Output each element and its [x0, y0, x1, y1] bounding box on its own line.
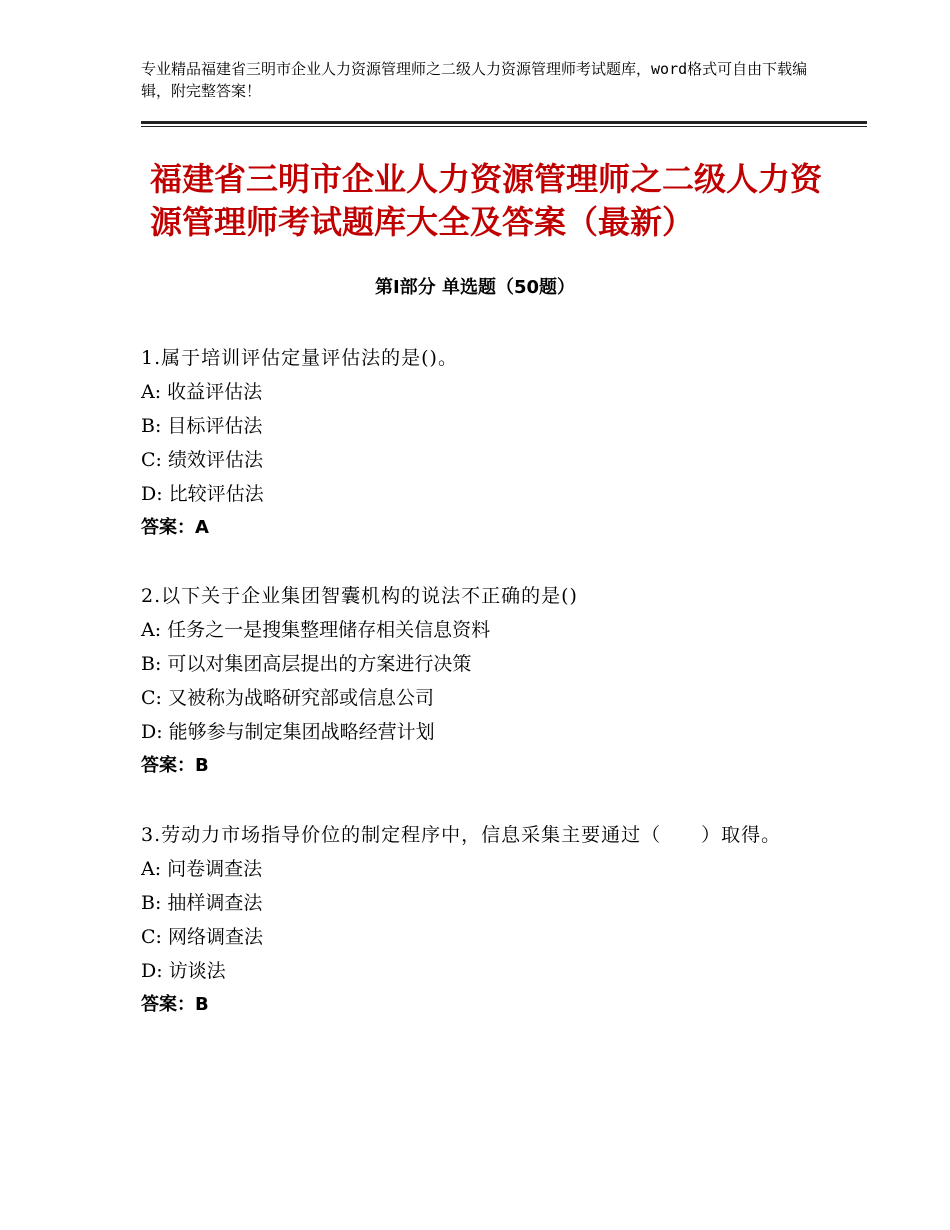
option-b: B: 抽样调查法 — [141, 892, 263, 914]
option-b: B: 目标评估法 — [141, 415, 263, 437]
option-c: C: 网络调查法 — [141, 926, 263, 948]
option-c: C: 又被称为战略研究部或信息公司 — [141, 687, 434, 709]
question-stem: 1.属于培训评估定量评估法的是()。 — [141, 347, 458, 369]
question-2 — [141, 579, 821, 783]
header-rule-thin — [141, 126, 867, 127]
option-c: C: 绩效评估法 — [141, 449, 263, 471]
option-a: A: 收益评估法 — [141, 381, 263, 403]
question-stem: 2.以下关于企业集团智囊机构的说法不正确的是() — [141, 585, 578, 607]
question-1 — [141, 341, 821, 545]
option-b: B: 可以对集团高层提出的方案进行决策 — [141, 653, 472, 675]
option-a: A: 问卷调查法 — [141, 858, 263, 880]
option-a: A: 任务之一是搜集整理储存相关信息资料 — [141, 619, 491, 641]
header-rule-thick — [141, 121, 867, 124]
option-d: D: 能够参与制定集团战略经营计划 — [141, 721, 435, 743]
header-note: 专业精品福建省三明市企业人力资源管理师之二级人力资源管理师考试题库，word格式可自由下载编辑，附完整答案！ — [141, 60, 808, 100]
question-stem: 3.劳动力市场指导价位的制定程序中，信息采集主要通过（ ）取得。 — [141, 824, 782, 846]
document-title: 福建省三明市企业人力资源管理师之二级人力资源管理师考试题库大全及答案（最新） — [150, 160, 823, 241]
answer: 答案：B — [141, 994, 209, 1015]
section-heading: 第Ⅰ部分 单选题（50题） — [374, 277, 575, 298]
option-d: D: 比较评估法 — [141, 483, 264, 505]
question-3 — [141, 818, 821, 1022]
answer: 答案：B — [141, 755, 209, 776]
option-d: D: 访谈法 — [141, 960, 226, 982]
answer: 答案：A — [141, 517, 209, 538]
